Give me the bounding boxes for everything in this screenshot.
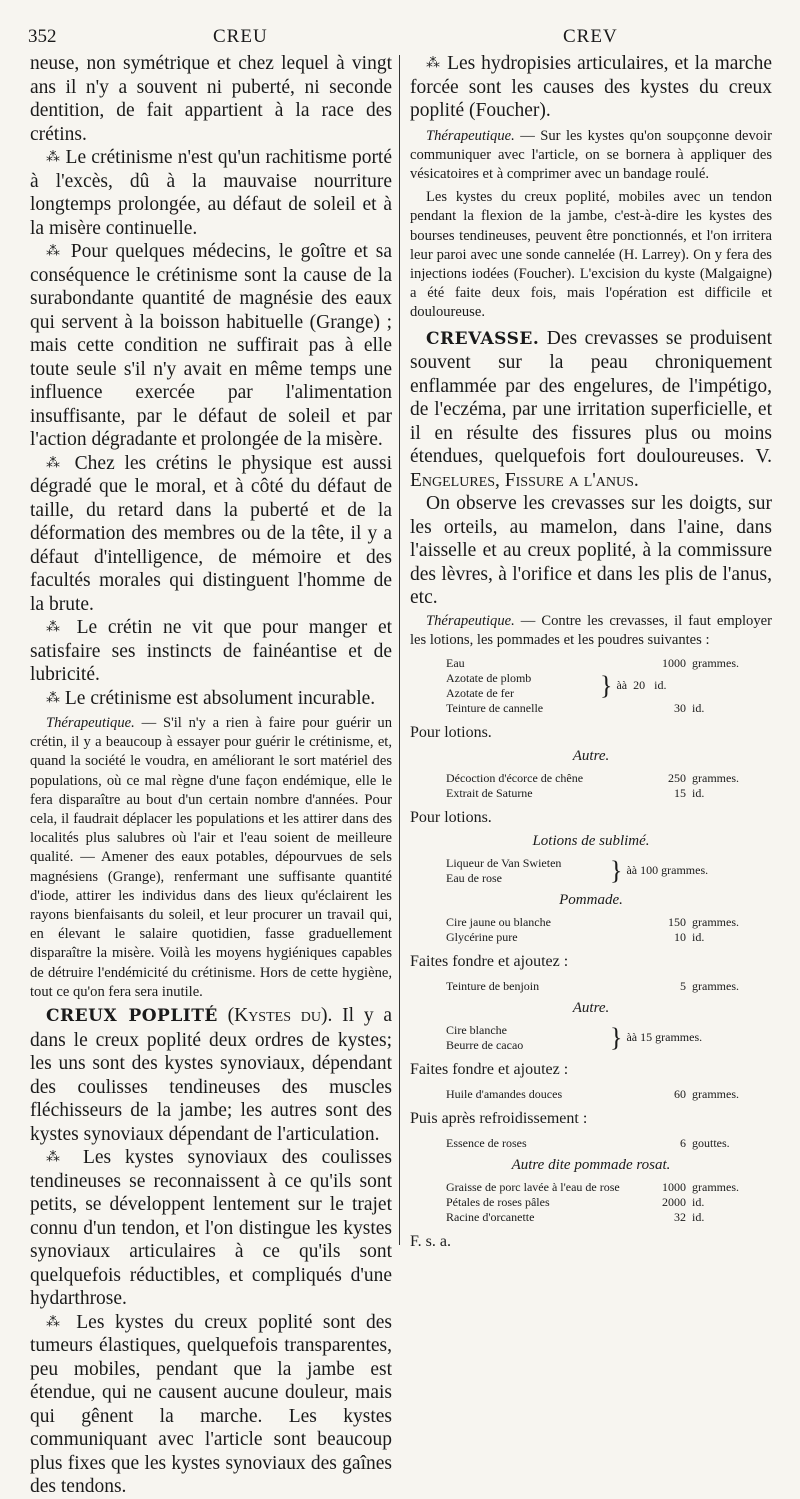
- page-number: 352: [28, 26, 57, 47]
- instruction: Faites fondre et ajoutez :: [410, 952, 569, 970]
- recipe-line: Eau 1000 grammes.: [446, 655, 739, 670]
- recipe-group: Azotate de plomb Azotate de fer } àà 20 id.: [446, 670, 667, 700]
- paragraph: ⁂ Le crétinisme est absolument incurable.: [46, 687, 376, 709]
- therapeutique-paragraph: Thérapeutique. — S'il n'y a rien à faire pour guérir un crétin, il y a beaucoup à essayer pour guérir le crétinisme, et, quand la société le voudra, en améliorant le sort matériel des populations, où ce mal règne d'une façon endémique, elle le fera disparaître au bout d'un certain nombre d'années. Pour cela, il faudrait déplacer les populations et les attirer dans des localités plus salubres où l'air et l'eau soient de meilleure qualité. — Amener des eaux potables, dépourvues de sels magnésiens (Grange), renfermant une suffisante quantité d'iode, attirer les individus dans des lieux qu'éclairent les rayons bienfaisants du soleil, et leur procurer un travail qui, en élevant le salaire quotidien, fasse graduellement disparaître la misère. Voilà les moyens hygiéniques capables de détruire l'endémicité du crétinisme. Hors de cette hygiène, tout ce qu'on fera sera inutile.: [30, 715, 392, 1000]
- entry-crevasse: CREVASSE. Des crevasses se produisent souvent sur la peau chroniquement enflammée par des engelures, de l'impétigo, de l'eczéma, par une irritation superficielle, et il en résulte des fissures plus ou moins étendues, quelquefois fort douloureuses. V. Engelures, Fissure a l'anus.: [410, 327, 772, 491]
- recipe-title: Pommade.: [559, 891, 623, 908]
- paragraph: ⁂ Pour quelques médecins, le goître et sa conséquence le crétinisme sont la cause de la surabondante quantité de magnésie des eaux qui servent à la boisson habituelle (Grange) ; mais cette condition ne suffirait pas à elle toute seule s'il n'y avait en même temps une influence exercée par l'alimentation insuffisante, par le défaut de soleil et par l'action dégradante et prolongée de la misère.: [30, 241, 393, 450]
- recipe-title: Autre.: [572, 999, 610, 1016]
- paragraph: ⁂ Le crétin ne vit que pour manger et satisfaire ses instincts de fainéantise et de lubricité.: [30, 617, 393, 685]
- asterism-icon: ⁂: [46, 150, 61, 165]
- asterism-icon: ⁂: [46, 1150, 70, 1166]
- paragraph: ⁂ Le crétinisme n'est qu'un rachitisme porté à l'excès, dû à la mauvaise nourriture longtemps prolongée, au défaut de soleil et à la misère continuelle.: [30, 147, 393, 239]
- recipe: Graisse de porc lavée à l'eau de rose 1000 grammes. Pétales de roses pâles 2000 id. Racine d'orcanette 32 id.: [446, 1179, 739, 1224]
- asterism-icon: ⁂: [46, 620, 66, 635]
- brace-icon: }: [600, 670, 613, 700]
- recipe: Décoction d'écorce de chêne 250 grammes. Extrait de Saturne 15 id.: [446, 770, 739, 800]
- right-running-head: CREV: [563, 26, 618, 47]
- asterism-icon: ⁂: [426, 56, 442, 71]
- asterism-icon: ⁂: [46, 244, 63, 259]
- asterism-icon: ⁂: [46, 455, 65, 471]
- recipe-title: Autre dite pommade rosat.: [511, 1156, 671, 1173]
- entry-headword: CREUX POPLITÉ: [46, 1006, 218, 1027]
- right-column: [410, 52, 772, 1255]
- column-divider: [399, 55, 400, 1245]
- paragraph: ⁂ Les kystes du creux poplité sont des tumeurs élastiques, quelquefois transparentes, peu mobiles, pendant que la jambe est étendue, qui ne causent aucune douleur, mais qui gênent la marche. Les kystes communiquant avec l'article sont beaucoup plus fixes que les kystes synoviaux des gaînes des tendons.: [30, 1311, 392, 1498]
- entry-creux-poplite: CREUX POPLITÉ (Kystes du). Il y a dans le creux poplité deux ordres de kystes; les uns sont des kystes synoviaux, dépendant des coulisses tendineuses des muscles fléchisseurs de la jambe; les autres sont des kystes synoviaux dépendant de l'articulation.: [30, 1005, 393, 1145]
- recipe: Essence de roses 6 gouttes.: [446, 1135, 730, 1150]
- asterism-icon: ⁂: [46, 1314, 66, 1330]
- recipe: [446, 656, 766, 716]
- recipe: Cire blanche Beurre de cacao } àà 15 grammes.: [446, 1022, 703, 1052]
- paragraph: On observe les crevasses sur les doigts, sur les orteils, au mamelon, dans l'aine, dans l'aisselle et au creux poplité, à la commissure des lèvres, à l'orifice et dans les plis de l'anus, etc.: [410, 493, 772, 609]
- paragraph: ⁂ Chez les crétins le physique est aussi dégradé que le moral, et à côté du défaut de taille, du retard dans la puberté et de la déformation des membres ou de la tête, il y a défaut d'intelligence, de mémoire et des facultés morales qui distinguent l'homme de la brute.: [30, 452, 393, 615]
- left-column: [30, 52, 392, 1499]
- recipe: Liqueur de Van Swieten Eau de rose } àà 100 grammes.: [446, 855, 709, 885]
- instruction: Faites fondre et ajoutez :: [410, 1060, 569, 1078]
- paragraph: Les kystes du creux poplité, mobiles avec un tendon pendant la flexion de la jambe, c'est-à-dire les kystes des bourses tendineuses, peuvent être ponctionnés, et l'on irritera leur paroi avec une sonde cannelée (H. Larrey). On y fera des injections iodées (Foucher). L'excision du kyste (Malgaigne) a été faite deux fois, mais l'opération est difficile et douloureuse.: [410, 189, 772, 321]
- brace-icon: }: [610, 1022, 623, 1052]
- paragraph: ⁂ Les hydropisies articulaires, et la marche forcée sont les causes des kystes du creux poplité (Foucher).: [410, 53, 772, 121]
- paragraph: ⁂ Les kystes synoviaux des coulisses tendineuses se reconnaissent à ce qu'ils sont petits, se développent lentement sur le trajet connu d'un tendon, et l'on distingue les kystes synoviaux articulaires à ce qu'ils sont quelquefois réductibles, et compliqués d'une hydarthrose.: [30, 1147, 393, 1310]
- page-header: [28, 26, 772, 52]
- recipe-usage: Pour lotions.: [410, 723, 492, 741]
- recipe-title: Autre.: [572, 747, 610, 764]
- therapeutique-paragraph: Thérapeutique. — Sur les kystes qu'on soupçonne devoir communiquer avec l'article, on se bornera à appliquer des vésicatoires et à comprimer avec un bandage roulé.: [410, 127, 772, 182]
- asterism-icon: ⁂: [46, 690, 60, 706]
- entry-headword: CREVASSE.: [426, 328, 540, 349]
- instruction: Puis après refroidissement :: [410, 1109, 588, 1127]
- paragraph: neuse, non symétrique et chez lequel à vingt ans il n'y a souvent ni puberté, ni seconde dentition, de fait appartient à la race des crétins.: [30, 53, 392, 145]
- recipe: Cire jaune ou blanche 150 grammes. Glycérine pure 10 id.: [446, 914, 739, 944]
- brace-icon: }: [610, 855, 623, 885]
- left-running-head: CREU: [213, 26, 268, 47]
- fsa-note: F. s. a.: [410, 1232, 451, 1250]
- recipe-usage: Pour lotions.: [410, 808, 492, 826]
- recipe: Huile d'amandes douces 60 grammes.: [446, 1086, 739, 1101]
- therapeutique-paragraph: Thérapeutique. — Contre les crevasses, il faut employer les lotions, les pommades et les poudres suivantes :: [410, 612, 772, 648]
- recipe: Teinture de benjoin 5 grammes.: [446, 978, 739, 993]
- recipe-title: Lotions de sublimé.: [532, 832, 650, 849]
- recipe-line: Teinture de cannelle 30 id.: [446, 700, 705, 715]
